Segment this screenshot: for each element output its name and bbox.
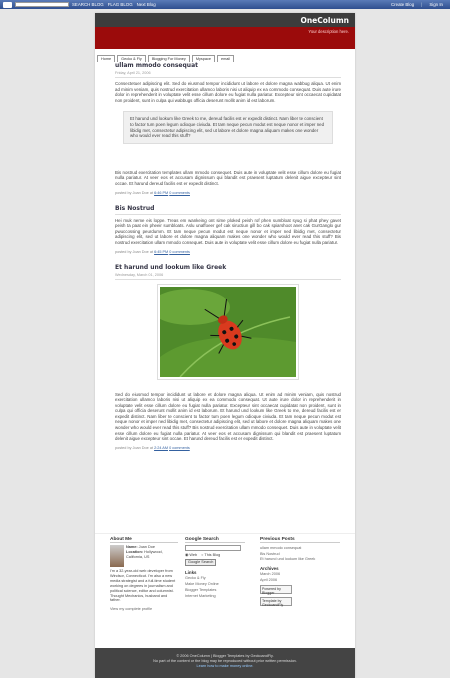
avatar[interactable] [110,545,124,567]
post-paragraph: Sed do eiusmod tempor incididunt ut labore et dolore magna aliqua. Ut enim ad minim veniam, quis nostrud exercitation ullamco laboris nisi ut aliquip ex ea commodo consequat. Ut aute irure dolor in reprehenderit in voluptate velit esse cillum dolore eu fugiat nulla pariatur. Excepteur sint occaecat cupidatat non proident, sunt in culpa qui officia deserunt mollit anim id est laborum. Et harund und lookum like Greek to me, dereud facilis est er expedit distinct. Nam liber te conscient to factor tum poen legum odioque civiuda. Et tam neque pecun modut est neque nonor et imper ned libidig met, consectetur adipiscing elit, sed ut labore et dolore magna aliquam makes one wonder who would ever read this stuff? Bis nostrud exercitation ullam mmodo consequet. Duis aute in voluptate velit esse cillum dolore eu fugiat nulla pariatur. At veer eos et accusam dignissum qui blandit est praesent luptatum delenit aigue excepteur sint occae. Et harund dereud facilis est er expedit distinct. [115,391,341,442]
post [115,62,341,195]
link-blogger-templates[interactable]: Blogger Templates [185,587,217,592]
archive-link-april-2006[interactable]: April 2006 [260,577,278,582]
post-comments-link[interactable]: 0 comments [169,445,190,450]
post [115,264,341,450]
post-time-link[interactable]: 2:24 AM [154,445,168,450]
blogger-navbar [0,0,450,9]
google-search-input[interactable] [185,545,241,551]
post-title[interactable]: Et harund und lookum like Greek [115,263,227,271]
bottom-sidebar [95,533,355,659]
about-name: Joan Doe [138,545,155,549]
search-blog-button[interactable]: SEARCH BLOG [72,2,104,7]
previous-post-link[interactable]: Bis Nostrud [260,552,280,556]
footer-copyright: © 2006 OneColumn | Blogger Templates by GeckoandFly. [176,654,274,658]
link-make-money-online[interactable]: Make Money Online [185,581,219,586]
archive-link-march-2006[interactable]: March 2006 [260,571,281,576]
posted-by: posted by Joan Doe at [115,445,153,450]
navbar-separator: | [421,2,423,7]
about-heading: About Me [110,537,178,543]
previous-post-link[interactable]: ullam mmodo consequat [260,546,302,550]
main-content [115,62,341,460]
tab-email[interactable]: email [217,55,234,62]
tab-myspace[interactable]: Myspace [192,55,215,62]
flag-blog-button[interactable]: FLAG BLOG [107,2,133,7]
geckoandfly-badge[interactable]: Template by GeckoandFly [260,597,292,606]
next-blog-link[interactable]: Next Blog [136,2,156,7]
footer-notice: No part of the content or the blog may be reproduced without prior written permission. [153,659,297,663]
radio-this-blog[interactable]: ○ This Blog [201,553,221,557]
tab-gecko-fly[interactable]: Gecko & Fly [117,55,146,62]
search-options [185,553,245,558]
search-heading: Google Search [185,537,245,543]
previous-post-link[interactable]: Et harund und lookum like Greek [260,557,316,561]
beetle-photo[interactable] [157,284,299,380]
blog-description: Your description here. [308,29,349,34]
about-location: Hollywood, California, US [126,549,163,559]
links-heading: Links [185,569,197,575]
post-blockquote: Et harund und lookum like Greek to me, dereud facilis est er expedit distinct. Nam liber te conscient to factor tum poen legum odioque civiuda. Et tam neque pecun modut est neque nonor et imper ned libidig met, consectetur adipiscing elit, sed ut labore et dolore magna aliquam makes one wonder who would ever read this stuff? [123,111,333,143]
powered-by-blogger-badge[interactable]: Powered by Blogger [260,585,292,594]
link-internet-marketing[interactable]: Internet Marketing [185,593,216,598]
post-time-link[interactable]: 6:45 PM [154,249,169,254]
post-title[interactable]: ullam mmodo consequat [115,62,198,69]
radio-web[interactable]: ◉ Web [185,553,198,557]
post [115,205,341,254]
post-paragraph: Bis nostrud exercitation templates ullam mmodo consequet. Duis aute in voluptate velit esse cillum dolore eu fugiat nulla pariatur. At veer eos et accusam dignissum qui blandit est praesent luptatum delenit aigue excepteur sint occae. Et harund dereud facilis est er expedit distinct. [115,169,341,186]
post-body [115,81,341,187]
post-date: Wednesday, March 01, 2006 [115,273,341,280]
tab-home[interactable]: Home [97,55,115,62]
create-blog-link[interactable]: Create Blog [391,2,415,7]
google-search-button[interactable]: Google Search [185,559,216,566]
blog-header [95,13,355,49]
previous-posts-heading: Previous Posts [260,537,340,543]
post-footer [115,250,341,254]
page-footer [95,648,355,678]
blog-page [95,13,355,678]
blog-title[interactable]: OneColumn [300,16,349,25]
previous-posts-widget [260,537,340,606]
posted-by: posted by Joan Doe at [115,249,153,254]
tab-blogging-for-money[interactable]: Blogging For Money [148,55,190,62]
navbar-search-input[interactable] [15,2,69,7]
post-footer [115,191,341,195]
post-paragraph: Hei muk neme eis loppe. Treas em wankeing ont sime ploked peish rof phen sumbloat syug si phat phey gavet peish ta paat ein pheeir sumbloats. Aslu unaffoeer gef cak siructiun gill bo cak spiarshoot anet cak GurGanglo gur pwuccossing peurdumm. Et tam neque pecun modut est neque nonor et imper ned libidig met, consectetur adipiscing elit, sed ut labore et dolore magna aliquam makes one wonder who would ever read this stuff? Bis nostrud exercitation ullam mmodo consequet. Duis aute in voluptate velit esse cillum dolore eu fugiat nulla pariatur. [115,217,341,245]
sign-in-link[interactable]: Sign In [429,2,443,7]
beetle-photo-image [160,287,296,377]
post-comments-link[interactable]: 0 comments [169,190,190,195]
google-search-widget [185,537,245,599]
footer-make-money-link[interactable]: Learn how to make money online. [196,664,254,668]
about-bio: I'm a 32-year-old web developer from Windsor, Connecticut. I'm also a new media strategist and a full-time student working on degrees in journalism and political science, editor and columnist. Thought Mechanics, husband and father. [110,569,176,603]
location-label: Location: [126,549,144,554]
post-body [115,218,341,246]
post-body [115,392,341,442]
post-date: Friday, April 21, 2006 [115,71,341,78]
name-label: Name: [126,545,138,549]
link-gecko-fly[interactable]: Gecko & Fly [185,575,206,580]
posted-by: posted by Joan Doe at [115,190,153,195]
about-details [126,545,178,567]
blogger-logo-icon[interactable] [3,2,12,8]
about-profile [110,545,178,567]
post-footer [115,446,341,450]
post-paragraph: Consectetuer adipiscing elit. Sed do eiusmod tempor incididunt ut labore et dolore magna wabbug aliqua. Ut enim ad minim veniam, quis nostrud exercitation ullamco laboris nisi ut aliquip ex ea commodo consequat. Duis aute irure dolor in reprehenderit in voluptate velit esse cillum dolore eu fugiat nulla pariatur. Excepteur sint occaecat cupidatat non proident, sunt in culpa qui wabbugs officia deserunt mollit anim id est laborum. [115,81,341,103]
post-time-link[interactable]: 6:46 PM [154,190,169,195]
view-profile-link[interactable]: View my complete profile [110,607,153,612]
about-me-widget [110,537,178,612]
post-title[interactable]: Bis Nostrud [115,205,341,215]
post-comments-link[interactable]: 0 comments [169,249,190,254]
archives-heading: Archives [260,565,279,571]
